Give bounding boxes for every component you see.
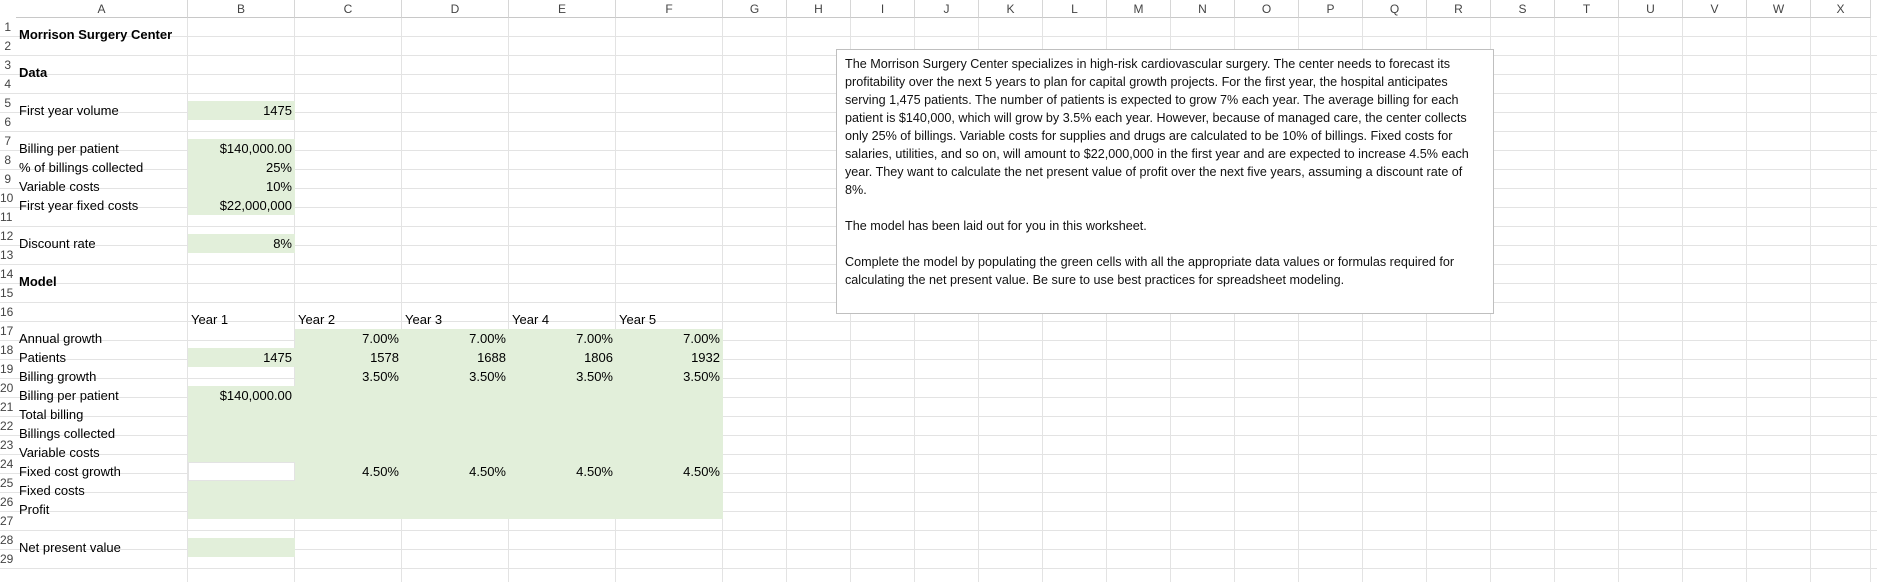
row-header-7[interactable]: 7	[0, 132, 12, 151]
row-header-14[interactable]: 14	[0, 265, 12, 284]
discount-rate-cell[interactable]: 8%	[188, 234, 295, 253]
variable-costs-model-label[interactable]: Variable costs	[19, 445, 100, 460]
column-header-n[interactable]: N	[1171, 0, 1235, 18]
fixed-cost-growth-y1-cell[interactable]	[188, 462, 295, 481]
row-header-4[interactable]: 4	[0, 75, 12, 94]
billing-growth-label[interactable]: Billing growth	[19, 369, 97, 384]
instructions-paragraph: The model has been laid out for you in this worksheet.	[845, 219, 1147, 233]
row-header-1[interactable]: 1	[0, 18, 12, 37]
annual-growth-cell[interactable]: 7.00%	[362, 331, 399, 346]
billing-growth-cell[interactable]: 3.50%	[683, 369, 720, 384]
instructions-paragraph: The Morrison Surgery Center specializes in high-risk cardiovascular surgery. The center needs to forecast its profitability over the next 5 years to plan for capital growth projects. For the first year, the hospital anticipates serving 1,475 patients. The number of patients is expected to grow 7% each year. The average billing for each patient is $140,000, which will grow by 3.5% each year. However, because of managed care, the center collects only 25% of billings. Variable costs for supplies and drugs are calculated to be 10% of billings. Fixed costs for salaries, utilities, and so on, will amount to $22,000,000 in the first year and are expected to increase 4.5% each year. They want to calculate the net present value of profit over the next five years, assuming a discount rate of 8%.	[845, 57, 1469, 197]
row-header-8[interactable]: 8	[0, 151, 12, 170]
sheet-title[interactable]: Morrison Surgery Center	[19, 27, 173, 42]
row-header-2[interactable]: 2	[0, 37, 12, 56]
column-header-x[interactable]: X	[1811, 0, 1871, 18]
patients-label[interactable]: Patients	[19, 350, 66, 365]
column-header-p[interactable]: P	[1299, 0, 1363, 18]
patients-cell[interactable]: 1806	[584, 350, 613, 365]
fixed-cost-growth-cell[interactable]: 4.50%	[362, 464, 399, 479]
year-header[interactable]: Year 3	[405, 312, 443, 327]
column-header-b[interactable]: B	[188, 0, 295, 18]
column-header-q[interactable]: Q	[1363, 0, 1427, 18]
billings-collected-label[interactable]: Billings collected	[19, 426, 116, 441]
model-section-header[interactable]: Model	[19, 274, 57, 289]
column-header-m[interactable]: M	[1107, 0, 1171, 18]
data-section-header[interactable]: Data	[19, 65, 48, 80]
patients-cell[interactable]: 1578	[370, 350, 399, 365]
column-gridline	[1746, 18, 1747, 582]
billing-per-patient-model-label[interactable]: Billing per patient	[19, 388, 119, 403]
billing-growth-cell[interactable]: 3.50%	[576, 369, 613, 384]
column-header-v[interactable]: V	[1683, 0, 1747, 18]
row-header-29[interactable]: 29	[0, 550, 12, 569]
year-header[interactable]: Year 1	[191, 312, 229, 327]
first-year-volume-cell[interactable]: 1475	[188, 101, 295, 120]
first-year-fixed-cell[interactable]: $22,000,000	[188, 196, 295, 215]
row-header-16[interactable]: 16	[0, 303, 12, 322]
row-header-17[interactable]: 17	[0, 322, 12, 341]
column-header-w[interactable]: W	[1747, 0, 1811, 18]
row-header-11[interactable]: 11	[0, 208, 12, 227]
column-header-i[interactable]: I	[851, 0, 915, 18]
row-header-13[interactable]: 13	[0, 246, 12, 265]
pct-collected-label[interactable]: % of billings collected	[19, 160, 144, 175]
row-header-24[interactable]: 24	[0, 455, 12, 474]
model-y1-block-b[interactable]	[188, 481, 295, 519]
column-header-u[interactable]: U	[1619, 0, 1683, 18]
billing-per-patient-cell[interactable]: $140,000.00	[188, 139, 295, 158]
row-header-10[interactable]: 10	[0, 189, 12, 208]
column-header-d[interactable]: D	[402, 0, 509, 18]
variable-costs-label[interactable]: Variable costs	[19, 179, 100, 194]
row-header-22[interactable]: 22	[0, 417, 12, 436]
annual-growth-cell[interactable]: 7.00%	[469, 331, 506, 346]
column-gridline	[1618, 18, 1619, 582]
total-billing-label[interactable]: Total billing	[19, 407, 84, 422]
instructions-textbox[interactable]	[836, 49, 1494, 314]
column-gridline	[786, 18, 787, 582]
year-header[interactable]: Year 2	[298, 312, 336, 327]
column-header-a[interactable]: A	[16, 0, 188, 18]
column-header-l[interactable]: L	[1043, 0, 1107, 18]
column-header-o[interactable]: O	[1235, 0, 1299, 18]
patients-cell[interactable]: 1475	[263, 350, 292, 365]
profit-label[interactable]: Profit	[19, 502, 50, 517]
billing-per-patient-label[interactable]: Billing per patient	[19, 141, 119, 156]
npv-cell[interactable]	[188, 538, 295, 557]
column-gridline	[1870, 18, 1871, 582]
row-header-12[interactable]: 12	[0, 227, 12, 246]
row-header-25[interactable]: 25	[0, 474, 12, 493]
column-header-h[interactable]: H	[787, 0, 851, 18]
row-header-19[interactable]: 19	[0, 360, 12, 379]
row-header-20[interactable]: 20	[0, 379, 12, 398]
row-header-26[interactable]: 26	[0, 493, 12, 512]
column-header-e[interactable]: E	[509, 0, 616, 18]
npv-label[interactable]: Net present value	[19, 540, 121, 555]
column-header-t[interactable]: T	[1555, 0, 1619, 18]
column-header-f[interactable]: F	[616, 0, 723, 18]
row-header-27[interactable]: 27	[0, 512, 12, 531]
column-header-s[interactable]: S	[1491, 0, 1555, 18]
fixed-cost-growth-cell[interactable]: 4.50%	[683, 464, 720, 479]
row-header-21[interactable]: 21	[0, 398, 12, 417]
column-gridline	[1682, 18, 1683, 582]
column-gridline	[1554, 18, 1555, 582]
row-header-9[interactable]: 9	[0, 170, 12, 189]
instructions-paragraph: Complete the model by populating the green cells with all the appropriate data values or formulas required for calculating the net present value. Be sure to use best practices for spreadsheet modeling.	[845, 255, 1455, 287]
first-year-fixed-label[interactable]: First year fixed costs	[19, 198, 139, 213]
variable-costs-cell[interactable]: 10%	[188, 177, 295, 196]
patients-cell[interactable]: 1688	[477, 350, 506, 365]
first-year-volume-label[interactable]: First year volume	[19, 103, 119, 118]
row-header-18[interactable]: 18	[0, 341, 12, 360]
billing-growth-cell[interactable]: 3.50%	[469, 369, 506, 384]
billing-per-patient-y1-cell[interactable]: $140,000.00	[219, 388, 292, 403]
discount-rate-label[interactable]: Discount rate	[19, 236, 96, 251]
patients-cell[interactable]: 1932	[691, 350, 720, 365]
row-header-3[interactable]: 3	[0, 56, 12, 75]
row-header-5[interactable]: 5	[0, 94, 12, 113]
row-header-23[interactable]: 23	[0, 436, 12, 455]
year-header[interactable]: Year 5	[619, 312, 657, 327]
column-header-g[interactable]: G	[723, 0, 787, 18]
row-header-28[interactable]: 28	[0, 531, 12, 550]
annual-growth-cell[interactable]: 7.00%	[576, 331, 613, 346]
fixed-cost-growth-label[interactable]: Fixed cost growth	[19, 464, 121, 479]
fixed-cost-growth-cell[interactable]: 4.50%	[576, 464, 613, 479]
fixed-costs-label[interactable]: Fixed costs	[19, 483, 85, 498]
column-header-k[interactable]: K	[979, 0, 1043, 18]
row-header-6[interactable]: 6	[0, 113, 12, 132]
row-header-15[interactable]: 15	[0, 284, 12, 303]
column-gridline	[1810, 18, 1811, 582]
column-header-r[interactable]: R	[1427, 0, 1491, 18]
column-header-c[interactable]: C	[295, 0, 402, 18]
fixed-cost-growth-cell[interactable]: 4.50%	[469, 464, 506, 479]
column-header-j[interactable]: J	[915, 0, 979, 18]
pct-collected-cell[interactable]: 25%	[188, 158, 295, 177]
annual-growth-label[interactable]: Annual growth	[19, 331, 103, 346]
billing-growth-cell[interactable]: 3.50%	[362, 369, 399, 384]
year-header[interactable]: Year 4	[512, 312, 550, 327]
annual-growth-cell[interactable]: 7.00%	[683, 331, 720, 346]
row-gridline	[0, 18, 1877, 37]
row-gridline	[0, 322, 1877, 341]
